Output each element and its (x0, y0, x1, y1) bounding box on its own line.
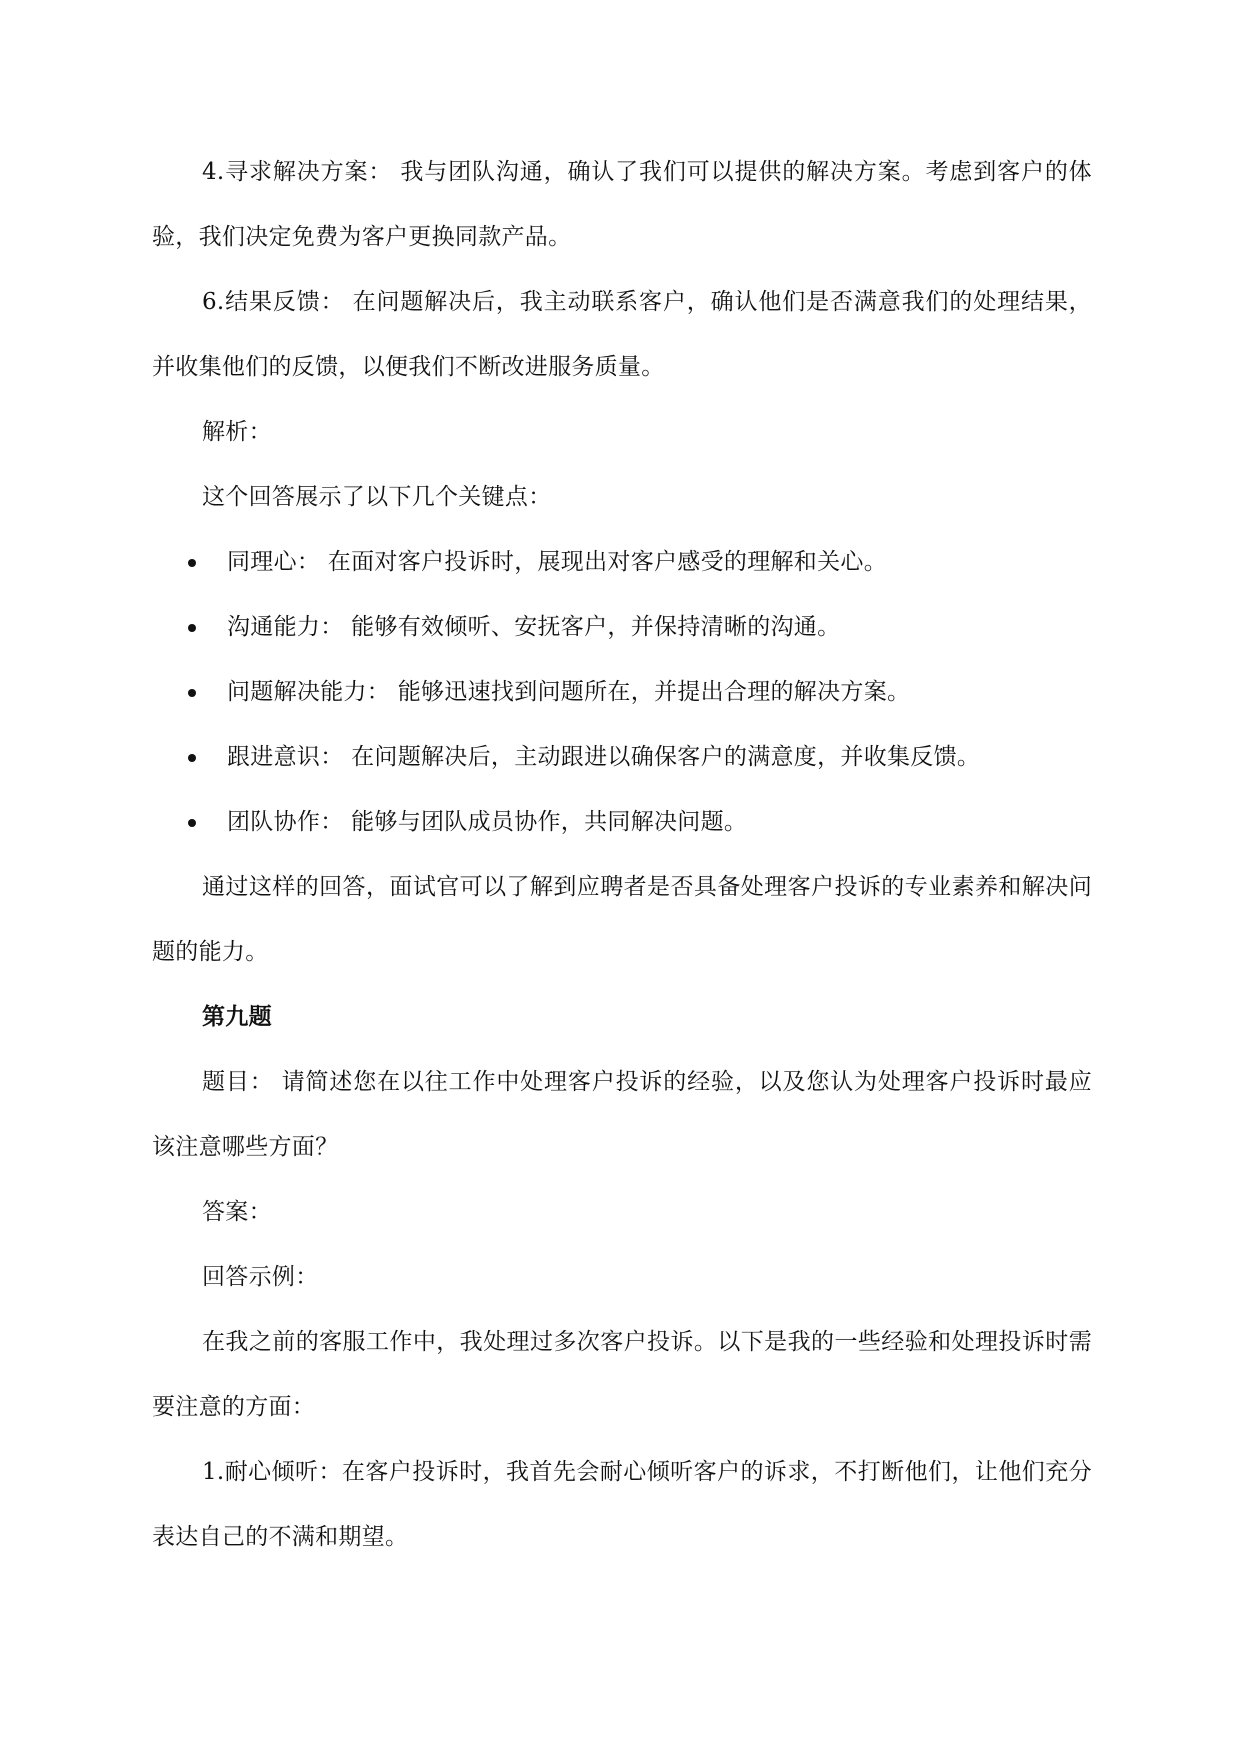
paragraph-question: 题目： 请简述您在以往工作中处理客户投诉的经验，以及您认为处理客户投诉时最应该注意哪些方面？ (152, 1069, 1092, 1160)
paragraph-answer-label: 答案： (202, 1199, 272, 1225)
paragraph-experience-intro: 在我之前的客服工作中，我处理过多次客户投诉。以下是我的一些经验和处理投诉时需要注意的方面： (152, 1329, 1092, 1420)
list-item-text: 问题解决能力： 能够迅速找到问题所在，并提出合理的解决方案。 (227, 679, 911, 705)
bullet-icon (188, 559, 196, 567)
list-item (152, 790, 1092, 855)
bullet-icon (188, 819, 196, 827)
list-item-text: 同理心： 在面对客户投诉时，展现出对客户感受的理解和关心。 (227, 549, 888, 575)
paragraph-feedback: 6.结果反馈： 在问题解决后，我主动联系客户，确认他们是否满意我们的处理结果，并收集他们的反馈，以便我们不断改进服务质量。 (152, 289, 1092, 380)
key-points-list (152, 530, 1092, 855)
list-item (152, 725, 1092, 790)
list-item (152, 595, 1092, 660)
paragraph-example-label: 回答示例： (202, 1264, 319, 1290)
bullet-icon (188, 689, 196, 697)
paragraph-analysis-label: 解析： (202, 419, 272, 445)
list-item-text: 沟通能力： 能够有效倾听、安抚客户，并保持清晰的沟通。 (227, 614, 841, 640)
list-item (152, 660, 1092, 725)
bullet-icon (188, 754, 196, 762)
document-page (152, 140, 1092, 1570)
paragraph-patient-listening: 1.耐心倾听：在客户投诉时，我首先会耐心倾听客户的诉求，不打断他们，让他们充分表达自己的不满和期望。 (152, 1459, 1092, 1550)
list-item-text: 团队协作： 能够与团队成员协作，共同解决问题。 (227, 809, 748, 835)
list-item (152, 530, 1092, 595)
list-item-text: 跟进意识： 在问题解决后，主动跟进以确保客户的满意度，并收集反馈。 (227, 744, 981, 770)
paragraph-solution: 4.寻求解决方案： 我与团队沟通，确认了我们可以提供的解决方案。考虑到客户的体验，我们决定免费为客户更换同款产品。 (152, 159, 1092, 250)
paragraph-summary: 通过这样的回答，面试官可以了解到应聘者是否具备处理客户投诉的专业素养和解决问题的能力。 (152, 874, 1092, 965)
paragraph-key-points-intro: 这个回答展示了以下几个关键点： (202, 484, 552, 510)
bullet-icon (188, 624, 196, 632)
section-title: 第九题 (202, 1004, 272, 1030)
